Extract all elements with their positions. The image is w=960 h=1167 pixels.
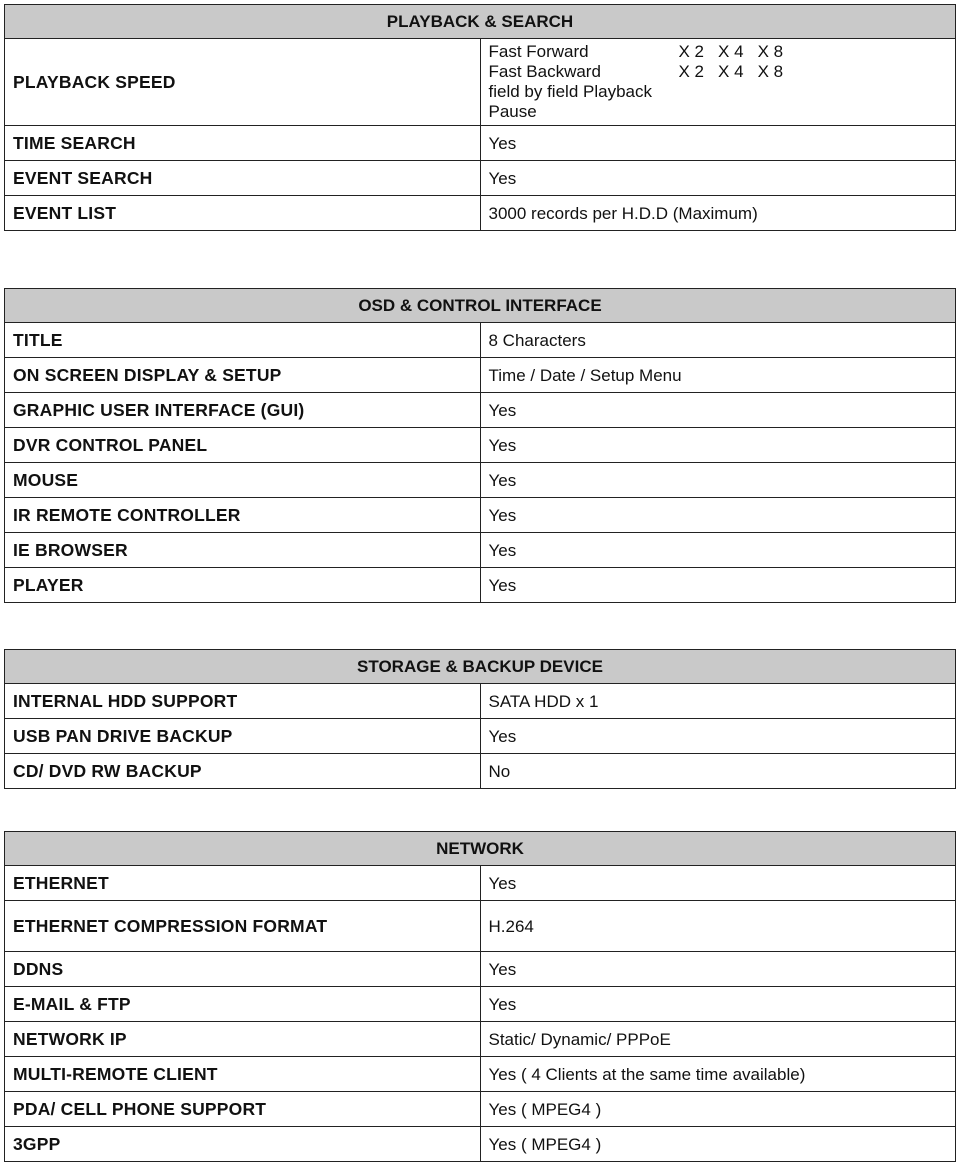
spec-value: Yes	[480, 568, 956, 603]
spec-value: Yes	[480, 952, 956, 987]
spec-value: Static/ Dynamic/ PPPoE	[480, 1022, 956, 1057]
table-row	[5, 161, 956, 196]
table-header-row	[5, 289, 956, 323]
table-row	[5, 952, 956, 987]
table-row	[5, 126, 956, 161]
table-row	[5, 196, 956, 231]
spec-value: SATA HDD x 1	[480, 684, 956, 719]
spec-label: EVENT SEARCH	[5, 161, 481, 196]
table-row	[5, 393, 956, 428]
spec-label: NETWORK IP	[5, 1022, 481, 1057]
section-header: OSD & CONTROL INTERFACE	[5, 289, 956, 323]
spec-label: DDNS	[5, 952, 481, 987]
spec-value: Yes	[480, 866, 956, 901]
spec-label: 3GPP	[5, 1127, 481, 1162]
spec-label: PLAYBACK SPEED	[5, 39, 481, 126]
spec-value: Yes	[480, 987, 956, 1022]
table-row	[5, 533, 956, 568]
spec-value: Time / Date / Setup Menu	[480, 358, 956, 393]
spec-value: Yes	[480, 498, 956, 533]
section-header: PLAYBACK & SEARCH	[5, 5, 956, 39]
speed-multiplier: X 2	[678, 62, 705, 81]
table-row	[5, 901, 956, 952]
spec-value: Yes	[480, 393, 956, 428]
spec-label: CD/ DVD RW BACKUP	[5, 754, 481, 789]
speed-mode: Fast Forward	[488, 42, 589, 61]
table-row	[5, 754, 956, 789]
spec-label: E-MAIL & FTP	[5, 987, 481, 1022]
spec-label: ON SCREEN DISPLAY & SETUP	[5, 358, 481, 393]
network-table	[4, 831, 956, 1162]
spec-value: Yes ( MPEG4 )	[480, 1127, 956, 1162]
speed-mode: Fast Backward	[488, 62, 601, 81]
storage-backup-table	[4, 649, 956, 789]
spec-value: 8 Characters	[480, 323, 956, 358]
table-row	[5, 568, 956, 603]
speed-multiplier: X 4	[718, 62, 744, 81]
table-row	[5, 498, 956, 533]
table-row	[5, 428, 956, 463]
speed-extra-line: Pause	[488, 102, 537, 121]
table-row	[5, 987, 956, 1022]
spec-label: MOUSE	[5, 463, 481, 498]
speed-multiplier: X 8	[757, 62, 784, 81]
table-header-row	[5, 832, 956, 866]
spec-value: Yes	[480, 533, 956, 568]
table-row	[5, 1092, 956, 1127]
spec-label: DVR CONTROL PANEL	[5, 428, 481, 463]
spec-value: Yes ( MPEG4 )	[480, 1092, 956, 1127]
table-row	[5, 1127, 956, 1162]
spec-value: No	[480, 754, 956, 789]
spec-label: ETHERNET COMPRESSION FORMAT	[5, 901, 481, 952]
table-row	[5, 719, 956, 754]
playback-search-table	[4, 4, 956, 231]
spec-label: MULTI-REMOTE CLIENT	[5, 1057, 481, 1092]
spec-value: Yes	[480, 161, 956, 196]
section-header: NETWORK	[5, 832, 956, 866]
spec-label: IR REMOTE CONTROLLER	[5, 498, 481, 533]
spec-value: Yes	[480, 463, 956, 498]
spec-label: PDA/ CELL PHONE SUPPORT	[5, 1092, 481, 1127]
spec-value: 3000 records per H.D.D (Maximum)	[480, 196, 956, 231]
table-row	[5, 1022, 956, 1057]
spec-label: EVENT LIST	[5, 196, 481, 231]
speed-multiplier: X 8	[757, 42, 784, 61]
spec-label: GRAPHIC USER INTERFACE (GUI)	[5, 393, 481, 428]
spec-value: Yes	[480, 126, 956, 161]
spec-label: INTERNAL HDD SUPPORT	[5, 684, 481, 719]
spec-label: IE BROWSER	[5, 533, 481, 568]
spec-label: TITLE	[5, 323, 481, 358]
spec-value: H.264	[480, 901, 956, 952]
spec-label: ETHERNET	[5, 866, 481, 901]
spec-label: TIME SEARCH	[5, 126, 481, 161]
osd-control-table	[4, 288, 956, 603]
speed-multiplier: X 4	[718, 42, 744, 61]
spec-value: Yes	[480, 719, 956, 754]
table-header-row	[5, 650, 956, 684]
section-header: STORAGE & BACKUP DEVICE	[5, 650, 956, 684]
table-header-row	[5, 5, 956, 39]
table-row	[5, 463, 956, 498]
spec-value: Yes	[480, 428, 956, 463]
playback-speed-value	[480, 39, 956, 126]
speed-line-forward	[489, 42, 948, 62]
table-row	[5, 323, 956, 358]
table-row	[5, 39, 956, 126]
table-row	[5, 358, 956, 393]
table-row	[5, 1057, 956, 1092]
speed-multiplier: X 2	[678, 42, 705, 61]
spec-label: PLAYER	[5, 568, 481, 603]
speed-extra-line: field by field Playback	[488, 82, 652, 101]
table-row	[5, 684, 956, 719]
speed-line-backward	[489, 62, 948, 82]
table-row	[5, 866, 956, 901]
spec-label: USB PAN DRIVE BACKUP	[5, 719, 481, 754]
spec-value: Yes ( 4 Clients at the same time available)	[480, 1057, 956, 1092]
